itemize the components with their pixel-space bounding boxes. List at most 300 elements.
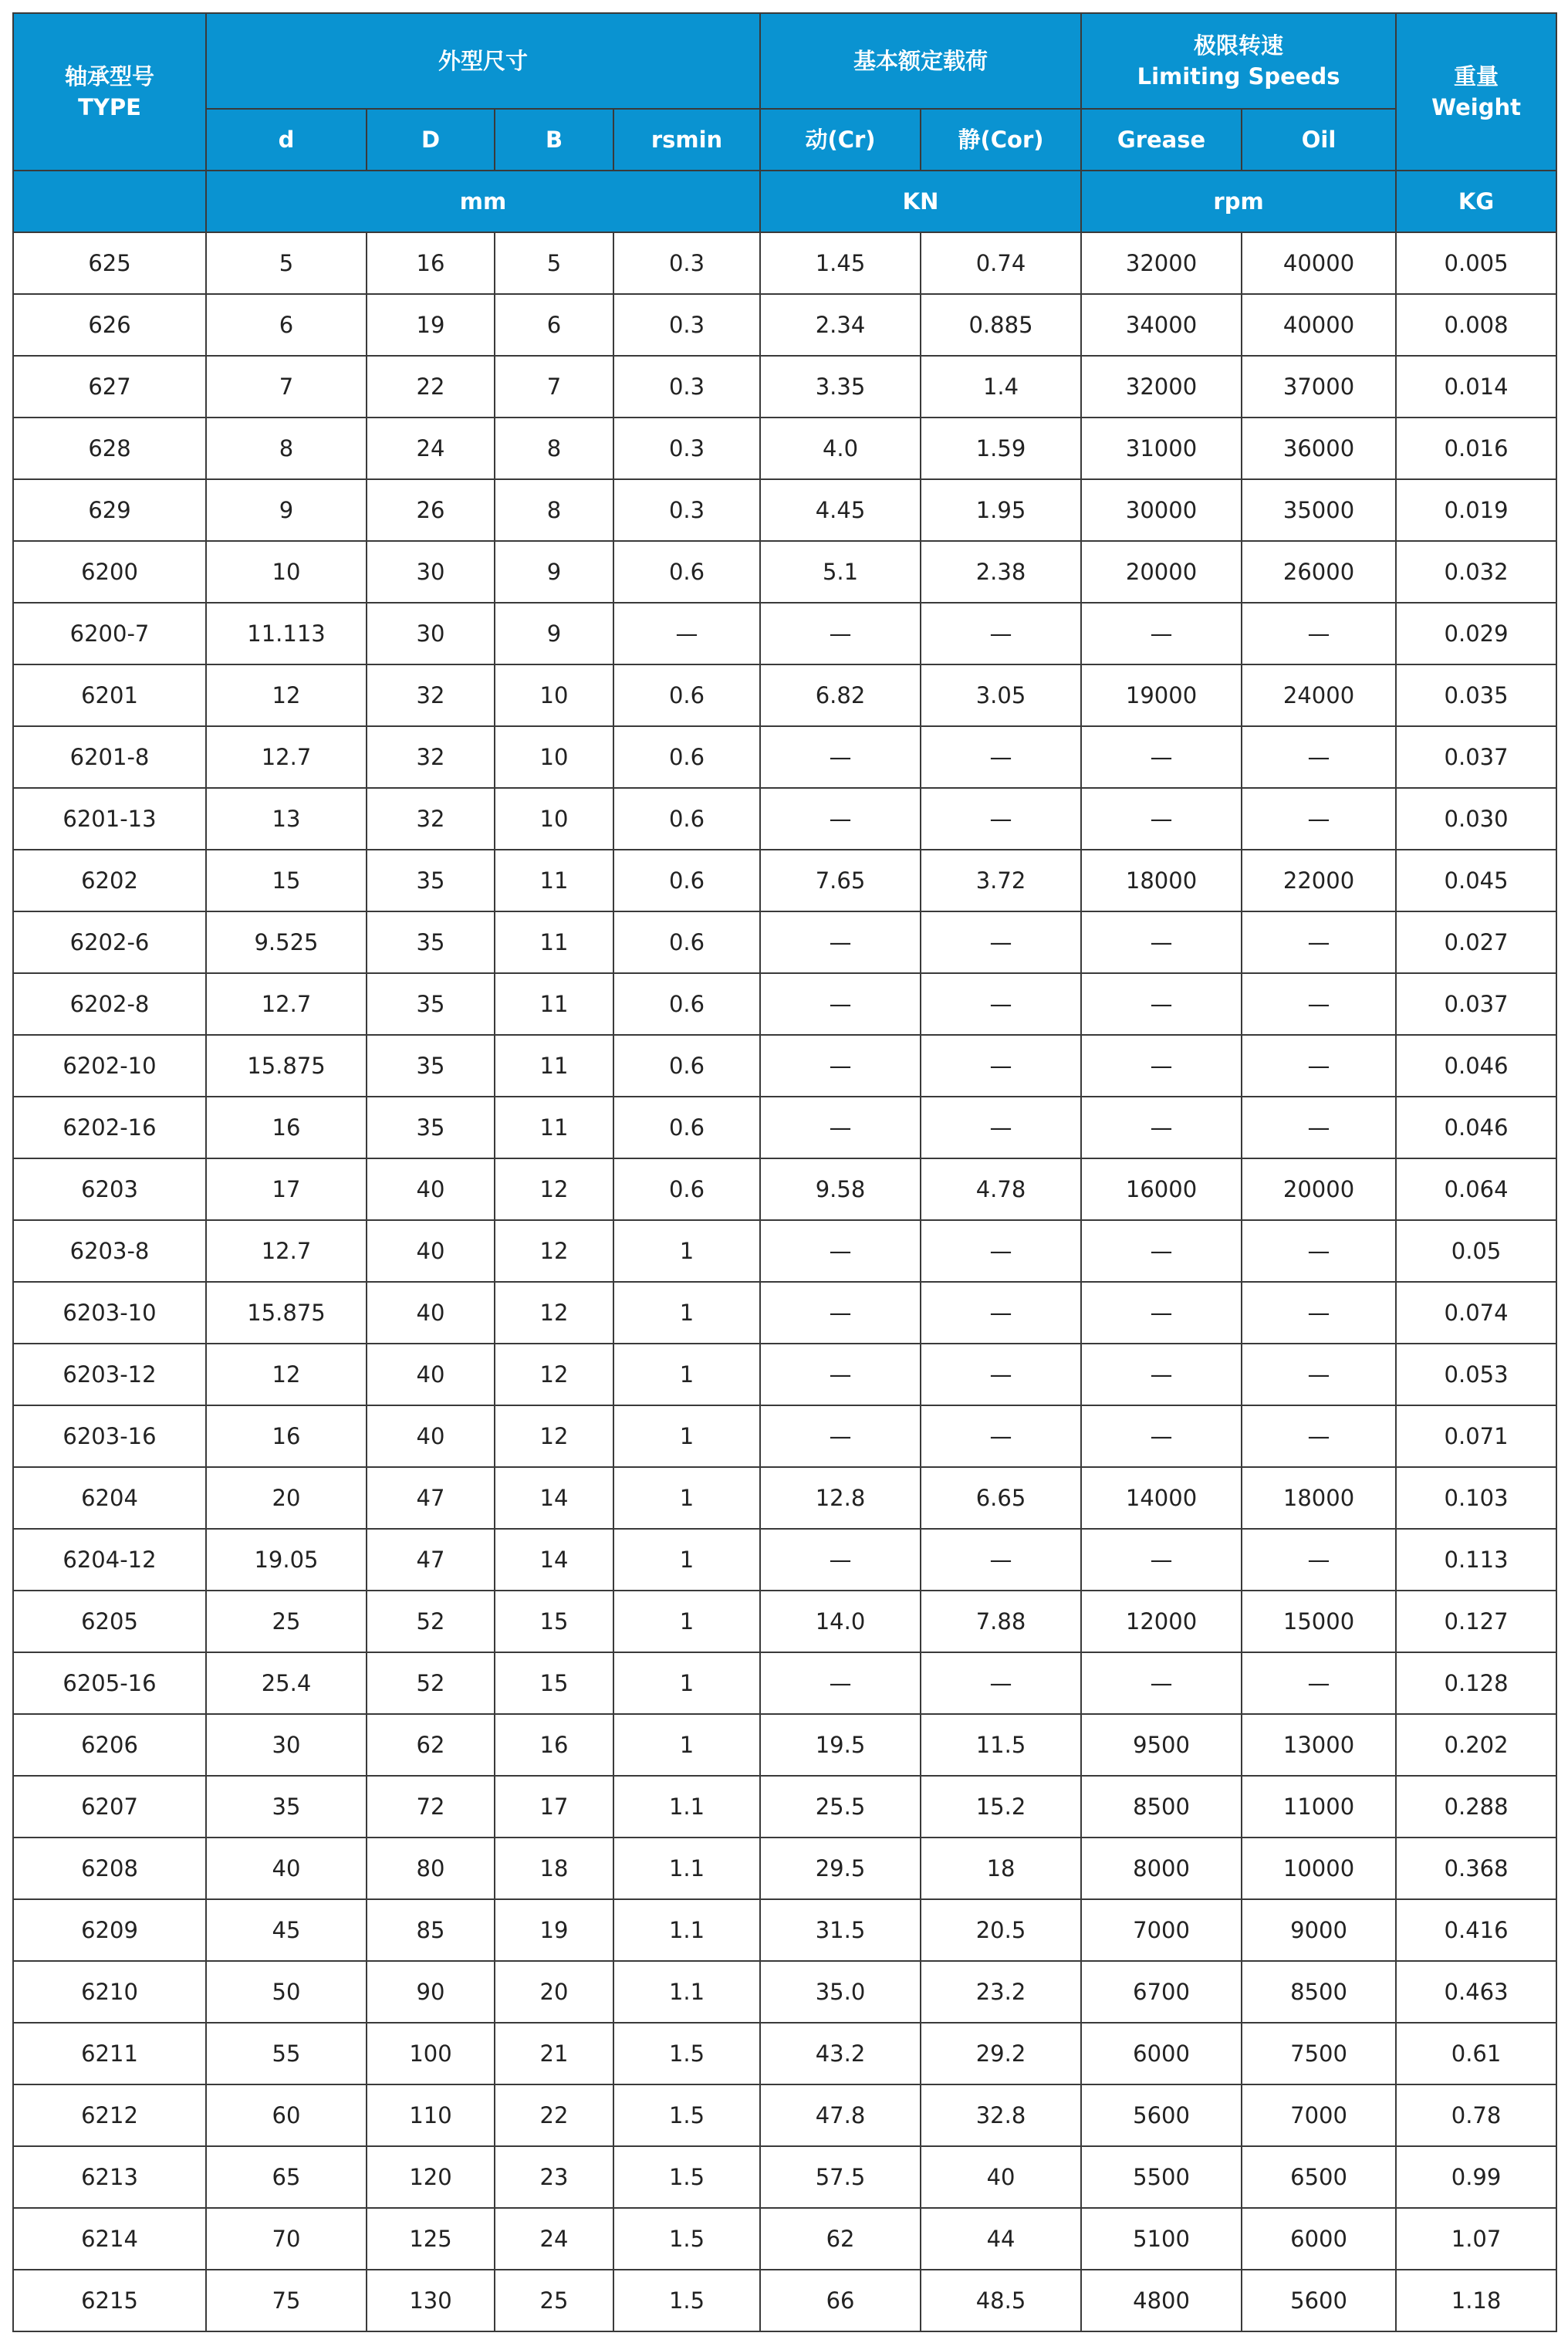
table-row: [13, 1220, 1556, 1282]
cell-weight: 0.103: [1396, 1467, 1556, 1529]
cell-outer-d: 35: [367, 911, 495, 973]
cell-oil-speed: 5600: [1242, 2270, 1396, 2331]
cell-bore-d: 25: [206, 1591, 367, 1652]
cell-weight: 0.074: [1396, 1282, 1556, 1344]
cell-oil-speed: 11000: [1242, 1776, 1396, 1838]
cell-outer-d: 100: [367, 2023, 495, 2084]
col-header-outer-d: D: [367, 109, 495, 171]
cell-grease-speed: 7000: [1081, 1899, 1242, 1961]
cell-grease-speed: 4800: [1081, 2270, 1242, 2331]
cell-oil-speed: 37000: [1242, 356, 1396, 418]
cell-width-b: 11: [495, 911, 613, 973]
cell-rsmin: 0.6: [613, 1035, 760, 1097]
cell-outer-d: 32: [367, 726, 495, 788]
cell-dynamic-cr: 31.5: [760, 1899, 921, 1961]
cell-width-b: 25: [495, 2270, 613, 2331]
cell-grease-speed: 20000: [1081, 541, 1242, 603]
cell-grease-speed: 6000: [1081, 2023, 1242, 2084]
cell-rsmin: 0.6: [613, 664, 760, 726]
cell-grease-speed: —: [1081, 788, 1242, 850]
unit-kn: KN: [760, 171, 1081, 232]
cell-static-cor: 23.2: [921, 1961, 1081, 2023]
cell-type: 6201-8: [13, 726, 206, 788]
table-row: [13, 1282, 1556, 1344]
cell-type: 6209: [13, 1899, 206, 1961]
cell-outer-d: 19: [367, 294, 495, 356]
cell-static-cor: —: [921, 603, 1081, 664]
type-header-en: TYPE: [78, 94, 141, 120]
cell-static-cor: 40: [921, 2146, 1081, 2208]
cell-weight: 0.127: [1396, 1591, 1556, 1652]
table-row: [13, 294, 1556, 356]
table-row: [13, 1591, 1556, 1652]
cell-bore-d: 20: [206, 1467, 367, 1529]
cell-dynamic-cr: —: [760, 1344, 921, 1405]
cell-dynamic-cr: 7.65: [760, 850, 921, 911]
cell-bore-d: 12: [206, 664, 367, 726]
cell-static-cor: —: [921, 1529, 1081, 1591]
table-row: [13, 850, 1556, 911]
cell-rsmin: 0.3: [613, 294, 760, 356]
cell-static-cor: 44: [921, 2208, 1081, 2270]
cell-static-cor: 3.72: [921, 850, 1081, 911]
cell-oil-speed: —: [1242, 788, 1396, 850]
cell-outer-d: 62: [367, 1714, 495, 1776]
cell-dynamic-cr: 57.5: [760, 2146, 921, 2208]
cell-weight: 0.005: [1396, 232, 1556, 294]
cell-outer-d: 80: [367, 1838, 495, 1899]
cell-dynamic-cr: 43.2: [760, 2023, 921, 2084]
cell-weight: 0.128: [1396, 1652, 1556, 1714]
table-row: [13, 973, 1556, 1035]
cell-dynamic-cr: —: [760, 1035, 921, 1097]
table-body: [13, 232, 1556, 2331]
cell-oil-speed: 7000: [1242, 2084, 1396, 2146]
cell-bore-d: 12: [206, 1344, 367, 1405]
cell-static-cor: —: [921, 1405, 1081, 1467]
cell-rsmin: 0.6: [613, 1097, 760, 1158]
cell-dynamic-cr: 62: [760, 2208, 921, 2270]
cell-oil-speed: 35000: [1242, 479, 1396, 541]
cell-type: 629: [13, 479, 206, 541]
cell-static-cor: —: [921, 1220, 1081, 1282]
cell-weight: 0.064: [1396, 1158, 1556, 1220]
cell-bore-d: 7: [206, 356, 367, 418]
cell-weight: 0.053: [1396, 1344, 1556, 1405]
cell-static-cor: 18: [921, 1838, 1081, 1899]
table-row: [13, 2146, 1556, 2208]
cell-rsmin: 1: [613, 1652, 760, 1714]
cell-weight: 0.046: [1396, 1097, 1556, 1158]
cell-type: 6202: [13, 850, 206, 911]
cell-weight: 0.113: [1396, 1529, 1556, 1591]
table-row: [13, 1467, 1556, 1529]
cell-dynamic-cr: —: [760, 1282, 921, 1344]
cell-grease-speed: —: [1081, 1405, 1242, 1467]
cell-outer-d: 40: [367, 1220, 495, 1282]
speeds-header-zh: 极限转速: [1194, 32, 1284, 59]
cell-grease-speed: 19000: [1081, 664, 1242, 726]
cell-type: 6201-13: [13, 788, 206, 850]
cell-oil-speed: 7500: [1242, 2023, 1396, 2084]
bearing-spec-table: [12, 12, 1557, 2332]
cell-rsmin: 0.3: [613, 418, 760, 479]
cell-weight: 0.014: [1396, 356, 1556, 418]
cell-oil-speed: —: [1242, 603, 1396, 664]
type-header-zh: 轴承型号: [64, 63, 154, 90]
cell-dynamic-cr: 14.0: [760, 1591, 921, 1652]
load-ratings-header: 基本额定载荷: [760, 13, 1081, 109]
cell-bore-d: 40: [206, 1838, 367, 1899]
cell-weight: 0.05: [1396, 1220, 1556, 1282]
cell-type: 6204: [13, 1467, 206, 1529]
table-row: [13, 1529, 1556, 1591]
cell-width-b: 12: [495, 1405, 613, 1467]
table-row: [13, 1838, 1556, 1899]
cell-bore-d: 12.7: [206, 726, 367, 788]
cell-rsmin: 1: [613, 1529, 760, 1591]
cell-static-cor: —: [921, 911, 1081, 973]
cell-static-cor: —: [921, 1282, 1081, 1344]
cell-weight: 0.030: [1396, 788, 1556, 850]
cell-weight: 0.045: [1396, 850, 1556, 911]
header-row-units: [13, 171, 1556, 232]
cell-rsmin: 0.6: [613, 541, 760, 603]
cell-oil-speed: 9000: [1242, 1899, 1396, 1961]
cell-bore-d: 15: [206, 850, 367, 911]
cell-static-cor: 1.59: [921, 418, 1081, 479]
table-row: [13, 1158, 1556, 1220]
cell-grease-speed: —: [1081, 911, 1242, 973]
cell-type: 6203-8: [13, 1220, 206, 1282]
cell-type: 6203-12: [13, 1344, 206, 1405]
cell-weight: 0.463: [1396, 1961, 1556, 2023]
col-header-oil: Oil: [1242, 109, 1396, 171]
cell-outer-d: 40: [367, 1282, 495, 1344]
cell-static-cor: —: [921, 973, 1081, 1035]
cell-static-cor: —: [921, 788, 1081, 850]
cell-bore-d: 45: [206, 1899, 367, 1961]
table-row: [13, 2084, 1556, 2146]
cell-weight: 1.18: [1396, 2270, 1556, 2331]
cell-outer-d: 125: [367, 2208, 495, 2270]
table-row: [13, 1035, 1556, 1097]
cell-outer-d: 22: [367, 356, 495, 418]
cell-type: 6200: [13, 541, 206, 603]
cell-grease-speed: —: [1081, 1652, 1242, 1714]
cell-grease-speed: 8500: [1081, 1776, 1242, 1838]
cell-width-b: 18: [495, 1838, 613, 1899]
cell-static-cor: 20.5: [921, 1899, 1081, 1961]
cell-oil-speed: —: [1242, 911, 1396, 973]
cell-rsmin: 1.1: [613, 1838, 760, 1899]
cell-rsmin: 1.5: [613, 2146, 760, 2208]
cell-type: 6202-10: [13, 1035, 206, 1097]
cell-grease-speed: —: [1081, 1529, 1242, 1591]
cell-rsmin: 0.3: [613, 479, 760, 541]
cell-outer-d: 32: [367, 788, 495, 850]
table-row: [13, 1899, 1556, 1961]
cell-outer-d: 35: [367, 973, 495, 1035]
cell-width-b: 10: [495, 664, 613, 726]
cell-outer-d: 110: [367, 2084, 495, 2146]
cell-width-b: 15: [495, 1591, 613, 1652]
cell-type: 6211: [13, 2023, 206, 2084]
cell-dynamic-cr: 29.5: [760, 1838, 921, 1899]
cell-dynamic-cr: 4.45: [760, 479, 921, 541]
table-row: [13, 479, 1556, 541]
cell-outer-d: 120: [367, 2146, 495, 2208]
cell-dynamic-cr: —: [760, 1220, 921, 1282]
table-row: [13, 911, 1556, 973]
cell-oil-speed: 40000: [1242, 232, 1396, 294]
cell-static-cor: —: [921, 1035, 1081, 1097]
cell-bore-d: 11.113: [206, 603, 367, 664]
cell-bore-d: 19.05: [206, 1529, 367, 1591]
cell-bore-d: 60: [206, 2084, 367, 2146]
table-row: [13, 726, 1556, 788]
cell-type: 6200-7: [13, 603, 206, 664]
cell-width-b: 22: [495, 2084, 613, 2146]
cell-rsmin: 1: [613, 1467, 760, 1529]
cell-rsmin: 1: [613, 1344, 760, 1405]
cell-weight: 0.008: [1396, 294, 1556, 356]
table-row: [13, 1097, 1556, 1158]
table-row: [13, 418, 1556, 479]
cell-width-b: 14: [495, 1467, 613, 1529]
cell-type: 6207: [13, 1776, 206, 1838]
cell-bore-d: 50: [206, 1961, 367, 2023]
cell-weight: 0.368: [1396, 1838, 1556, 1899]
cell-width-b: 14: [495, 1529, 613, 1591]
table-row: [13, 2208, 1556, 2270]
cell-oil-speed: 15000: [1242, 1591, 1396, 1652]
cell-weight: 0.61: [1396, 2023, 1556, 2084]
cell-type: 6208: [13, 1838, 206, 1899]
cell-weight: 0.019: [1396, 479, 1556, 541]
cell-grease-speed: 5500: [1081, 2146, 1242, 2208]
cell-weight: 0.016: [1396, 418, 1556, 479]
cell-grease-speed: 9500: [1081, 1714, 1242, 1776]
table-row: [13, 1961, 1556, 2023]
cell-rsmin: 1: [613, 1591, 760, 1652]
cell-width-b: 7: [495, 356, 613, 418]
cell-rsmin: 0.6: [613, 788, 760, 850]
cell-static-cor: —: [921, 1652, 1081, 1714]
cell-rsmin: 1: [613, 1714, 760, 1776]
cell-weight: 0.029: [1396, 603, 1556, 664]
cell-dynamic-cr: —: [760, 1652, 921, 1714]
col-header-cor: 静(Cor): [921, 109, 1081, 171]
cell-type: 627: [13, 356, 206, 418]
cell-type: 6202-6: [13, 911, 206, 973]
table-row: [13, 2023, 1556, 2084]
cell-bore-d: 35: [206, 1776, 367, 1838]
cell-width-b: 11: [495, 1097, 613, 1158]
cell-oil-speed: 6000: [1242, 2208, 1396, 2270]
cell-bore-d: 9.525: [206, 911, 367, 973]
cell-grease-speed: —: [1081, 1035, 1242, 1097]
cell-outer-d: 40: [367, 1405, 495, 1467]
cell-width-b: 19: [495, 1899, 613, 1961]
cell-weight: 0.046: [1396, 1035, 1556, 1097]
cell-bore-d: 65: [206, 2146, 367, 2208]
cell-type: 6201: [13, 664, 206, 726]
table-row: [13, 603, 1556, 664]
cell-outer-d: 32: [367, 664, 495, 726]
cell-outer-d: 52: [367, 1591, 495, 1652]
cell-width-b: 9: [495, 541, 613, 603]
cell-bore-d: 55: [206, 2023, 367, 2084]
unit-mm: mm: [206, 171, 760, 232]
cell-outer-d: 52: [367, 1652, 495, 1714]
cell-weight: 0.037: [1396, 973, 1556, 1035]
cell-outer-d: 90: [367, 1961, 495, 2023]
cell-grease-speed: 31000: [1081, 418, 1242, 479]
cell-grease-speed: 32000: [1081, 356, 1242, 418]
cell-type: 625: [13, 232, 206, 294]
cell-bore-d: 17: [206, 1158, 367, 1220]
cell-static-cor: 4.78: [921, 1158, 1081, 1220]
unit-rpm: rpm: [1081, 171, 1396, 232]
dimensions-header: 外型尺寸: [206, 13, 760, 109]
cell-type: 6203-10: [13, 1282, 206, 1344]
cell-bore-d: 9: [206, 479, 367, 541]
cell-dynamic-cr: 1.45: [760, 232, 921, 294]
cell-oil-speed: —: [1242, 1035, 1396, 1097]
cell-weight: 0.99: [1396, 2146, 1556, 2208]
cell-bore-d: 16: [206, 1405, 367, 1467]
cell-rsmin: 1.5: [613, 2023, 760, 2084]
cell-type: 6206: [13, 1714, 206, 1776]
cell-rsmin: 0.6: [613, 726, 760, 788]
cell-bore-d: 15.875: [206, 1035, 367, 1097]
cell-width-b: 9: [495, 603, 613, 664]
cell-bore-d: 30: [206, 1714, 367, 1776]
cell-width-b: 8: [495, 418, 613, 479]
cell-outer-d: 72: [367, 1776, 495, 1838]
cell-dynamic-cr: 2.34: [760, 294, 921, 356]
cell-bore-d: 75: [206, 2270, 367, 2331]
cell-static-cor: 29.2: [921, 2023, 1081, 2084]
cell-outer-d: 130: [367, 2270, 495, 2331]
cell-outer-d: 35: [367, 1035, 495, 1097]
cell-grease-speed: 14000: [1081, 1467, 1242, 1529]
cell-rsmin: 1.1: [613, 1776, 760, 1838]
cell-static-cor: 48.5: [921, 2270, 1081, 2331]
limiting-speeds-header: [1081, 13, 1396, 109]
unit-kg: KG: [1396, 171, 1556, 232]
cell-rsmin: 1.5: [613, 2208, 760, 2270]
cell-static-cor: 15.2: [921, 1776, 1081, 1838]
cell-static-cor: 3.05: [921, 664, 1081, 726]
cell-grease-speed: —: [1081, 726, 1242, 788]
cell-rsmin: 0.6: [613, 850, 760, 911]
cell-grease-speed: 30000: [1081, 479, 1242, 541]
cell-bore-d: 12.7: [206, 973, 367, 1035]
cell-type: 6205-16: [13, 1652, 206, 1714]
cell-grease-speed: —: [1081, 1220, 1242, 1282]
table-row: [13, 541, 1556, 603]
cell-oil-speed: —: [1242, 1282, 1396, 1344]
cell-rsmin: 1: [613, 1282, 760, 1344]
cell-grease-speed: 5600: [1081, 2084, 1242, 2146]
cell-outer-d: 85: [367, 1899, 495, 1961]
cell-weight: 0.202: [1396, 1714, 1556, 1776]
cell-oil-speed: —: [1242, 726, 1396, 788]
cell-oil-speed: —: [1242, 973, 1396, 1035]
cell-static-cor: —: [921, 1097, 1081, 1158]
table-row: [13, 1405, 1556, 1467]
cell-weight: 0.027: [1396, 911, 1556, 973]
cell-outer-d: 30: [367, 541, 495, 603]
cell-grease-speed: 18000: [1081, 850, 1242, 911]
cell-oil-speed: —: [1242, 1652, 1396, 1714]
col-header-rsmin: rsmin: [613, 109, 760, 171]
cell-bore-d: 15.875: [206, 1282, 367, 1344]
cell-width-b: 20: [495, 1961, 613, 2023]
cell-rsmin: 1.5: [613, 2084, 760, 2146]
cell-outer-d: 26: [367, 479, 495, 541]
cell-width-b: 10: [495, 726, 613, 788]
cell-dynamic-cr: 47.8: [760, 2084, 921, 2146]
col-header-d: d: [206, 109, 367, 171]
cell-outer-d: 47: [367, 1467, 495, 1529]
speeds-header-en: Limiting Speeds: [1137, 63, 1340, 90]
cell-outer-d: 16: [367, 232, 495, 294]
cell-width-b: 12: [495, 1158, 613, 1220]
cell-grease-speed: 5100: [1081, 2208, 1242, 2270]
cell-rsmin: 1.1: [613, 1961, 760, 2023]
cell-rsmin: 0.6: [613, 1158, 760, 1220]
cell-rsmin: 0.6: [613, 911, 760, 973]
cell-width-b: 11: [495, 1035, 613, 1097]
cell-dynamic-cr: 19.5: [760, 1714, 921, 1776]
cell-dynamic-cr: —: [760, 911, 921, 973]
cell-weight: 0.78: [1396, 2084, 1556, 2146]
cell-width-b: 12: [495, 1282, 613, 1344]
cell-width-b: 12: [495, 1344, 613, 1405]
cell-grease-speed: 12000: [1081, 1591, 1242, 1652]
col-header-grease: Grease: [1081, 109, 1242, 171]
cell-bore-d: 10: [206, 541, 367, 603]
cell-bore-d: 13: [206, 788, 367, 850]
cell-outer-d: 35: [367, 850, 495, 911]
cell-dynamic-cr: 25.5: [760, 1776, 921, 1838]
cell-dynamic-cr: —: [760, 973, 921, 1035]
cell-oil-speed: 18000: [1242, 1467, 1396, 1529]
cell-dynamic-cr: 3.35: [760, 356, 921, 418]
cell-oil-speed: 36000: [1242, 418, 1396, 479]
cell-weight: 0.035: [1396, 664, 1556, 726]
cell-dynamic-cr: 9.58: [760, 1158, 921, 1220]
cell-width-b: 8: [495, 479, 613, 541]
cell-grease-speed: —: [1081, 1282, 1242, 1344]
cell-oil-speed: 20000: [1242, 1158, 1396, 1220]
cell-oil-speed: —: [1242, 1405, 1396, 1467]
type-header: [13, 13, 206, 171]
cell-static-cor: 1.95: [921, 479, 1081, 541]
cell-width-b: 10: [495, 788, 613, 850]
cell-static-cor: 32.8: [921, 2084, 1081, 2146]
cell-static-cor: 1.4: [921, 356, 1081, 418]
table-row: [13, 1776, 1556, 1838]
cell-grease-speed: —: [1081, 603, 1242, 664]
cell-width-b: 11: [495, 973, 613, 1035]
cell-dynamic-cr: 4.0: [760, 418, 921, 479]
cell-bore-d: 8: [206, 418, 367, 479]
cell-oil-speed: 22000: [1242, 850, 1396, 911]
